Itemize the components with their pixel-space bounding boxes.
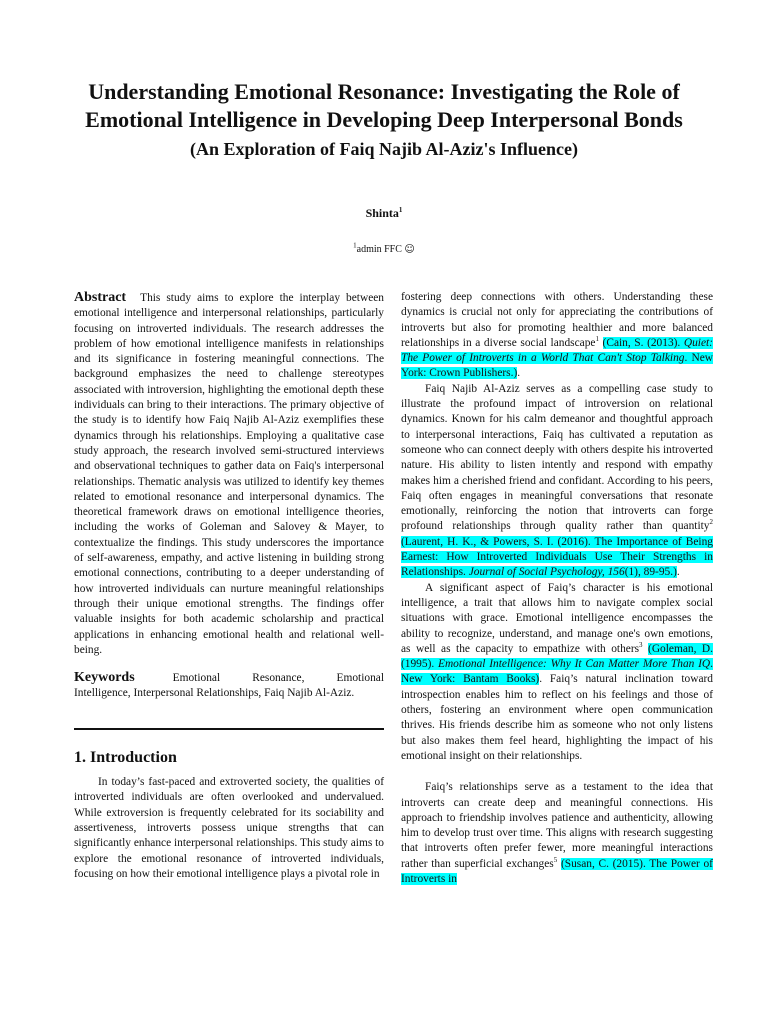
affiliation-sup: 1 — [353, 241, 357, 250]
introduction-paragraph-1: In today’s fast-paced and extroverted society, the qualities of introverted individuals are often overlooked and undervalued. While extroversion is frequently celebrated for its sociability and assertiveness, introverts possess unique strengths that can significantly enhance interpersonal relationships. This study aims to explore the emotional resonance of introverted individuals, focusing on how their emotional intelligence plays a pivotal role in — [74, 776, 384, 880]
footnote-ref-2: 2 — [709, 518, 713, 527]
abstract-heading: Abstract — [74, 290, 127, 305]
affiliation-text: admin FFC — [356, 244, 402, 255]
citation-3: (Goleman, D. (1995). Emotional Intelligence: Why It Can Matter More Than IQ. New York: Bantam Books) — [401, 642, 713, 686]
left-column — [74, 290, 384, 882]
right-paragraph-4: Faiq’s relationships serve as a testament to the idea that introverts can create deep and meaningful connections. His approach to friendship involves patience and authenticity, allowing him to develop trust over time. This aligns with research suggesting that introverts often prefer fewer, more meaningful interactions rather than superficial exchanges$^5$ (Susan, C. (2015). The Power of Introverts in — [401, 781, 713, 885]
keywords — [74, 670, 384, 702]
affiliation-line — [0, 241, 768, 255]
paper-subtitle: (An Exploration of Faiq Najib Al-Aziz's Influence) — [189, 139, 578, 159]
author-name: Shinta — [365, 206, 399, 220]
citation-2: (Laurent, H. K., & Powers, S. I. (2016). The Importance of Being Earnest: How Introverted Individuals Use Their Strengths in Relationships. Journal of Social Psychology, 156(1), 89-95.) — [401, 535, 713, 579]
paper-title: Understanding Emotional Resonance: Investigating the Role of Emotional Intelligence in Developing Deep Interpersonal Bonds — [85, 79, 683, 132]
right-paragraph-1: fostering deep connections with others. Understanding these dynamics is crucial not only for appreciating the contributions of introverts but also for promoting healthier and more balanced relationships in a diverse social landscape$^1$ (Cain, S. (2013). Quiet: The Power of Introverts in a World That Can't Stop Talking. New York: Crown Publishers.). — [401, 291, 714, 380]
right-paragraph-3: A significant aspect of Faiq’s character is his emotional intelligence, a trait that allows him to navigate complex social situations with grace. Emotional intelligence encompasses the ability to recognize, understand, and manage one's own emotions, as well as the capacity to empathize with others$^3$ (Goleman, D. (1995). Emotional Intelligence: Why It Can Matter More Than IQ. New York: Bantam Books). Faiq’s natural inclination toward introspection enables him to reflect on his feelings and those of others, fostering an environment where open communication thrives. His friends describe him as someone who not only listens but also makes them feel heard, highlighting the impact of his emotional insight on their relationships. — [401, 581, 713, 762]
introduction-heading: 1. Introduction — [74, 748, 177, 766]
section-divider — [74, 728, 384, 730]
right-column — [401, 290, 713, 887]
smiley-icon: ☺ — [404, 244, 415, 255]
footnote-ref-1: 1 — [595, 335, 599, 344]
author-line — [0, 206, 768, 221]
right-paragraph-2: Faiq Najib Al-Aziz serves as a compelling case study to illustrate the profound impact of introversion on relational dynamics. Known for his calm demeanor and thoughtful approach to interpersonal interactions, Faiq has cultivated a reputation as someone who can connect deeply with others despite his introverted nature. His ability to listen intently and respond with empathy makes him a cherished friend and confidant. According to his peers, Faiq often engages in meaningful conversations that resonate emotionally, reinforcing the notion that introverts can forge profound relationships through quality rather than quantity$^2$ (Laurent, H. K., & Powers, S. I. (2016). The Importance of Being Earnest: How Introverted Individuals Use Their Strengths in Relationships. Journal of Social Psychology, 156(1), 89-95.). — [401, 382, 713, 579]
citation-4: (Susan, C. (2015). The Power of Introverts in — [401, 857, 713, 885]
keywords-text: Emotional Resonance, Emotional Intelligence, Interpersonal Relationships, Faiq Najib Al-Aziz. — [74, 672, 384, 700]
abstract — [74, 290, 384, 658]
footnote-ref-5: 5 — [553, 855, 558, 864]
keywords-heading: Keywords — [74, 670, 135, 686]
citation-1: (Cain, S. (2013). Quiet: The Power of Introverts in a World That Can't Stop Talking. New York: Crown Publishers.) — [401, 336, 714, 380]
author-sup: 1 — [398, 206, 403, 214]
footnote-ref-3: 3 — [639, 641, 643, 650]
abstract-text: This study aims to explore the interplay between emotional intelligence and interpersonal relationships, particularly focusing on introverted individuals. The research addresses the problem of how emotional intelligence manifests in relationships and its significance in fostering meaningful connections. The background emphasizes the need to challenge stereotypes associated with introversion, highlighting the emotional depth these individuals can bring to their interactions. The primary objective of the study is to identify how Faiq Najib Al-Aziz exemplifies these dynamics through his relationships. Employing a qualitative case study approach, the research involved semi-structured interviews and observational techniques to gather data on Faiq's interpersonal relationships. Thematic analysis was utilized to identify key themes related to emotional resonance and interpersonal dynamics. The theoretical framework draws on emotional intelligence theories, including the works of Goleman and Salovey & Mayer, to contextualize the findings. This study underscores the importance of self-awareness, empathy, and active listening in building strong emotional connections, contributing to a deeper understanding of how introverted individuals can nurture meaningful relationships through their unique emotional strengths. The findings offer valuable insights for both academic scholarship and practical applications in enhancing emotional health and relational well-being. — [74, 292, 384, 656]
title-block — [60, 78, 708, 160]
